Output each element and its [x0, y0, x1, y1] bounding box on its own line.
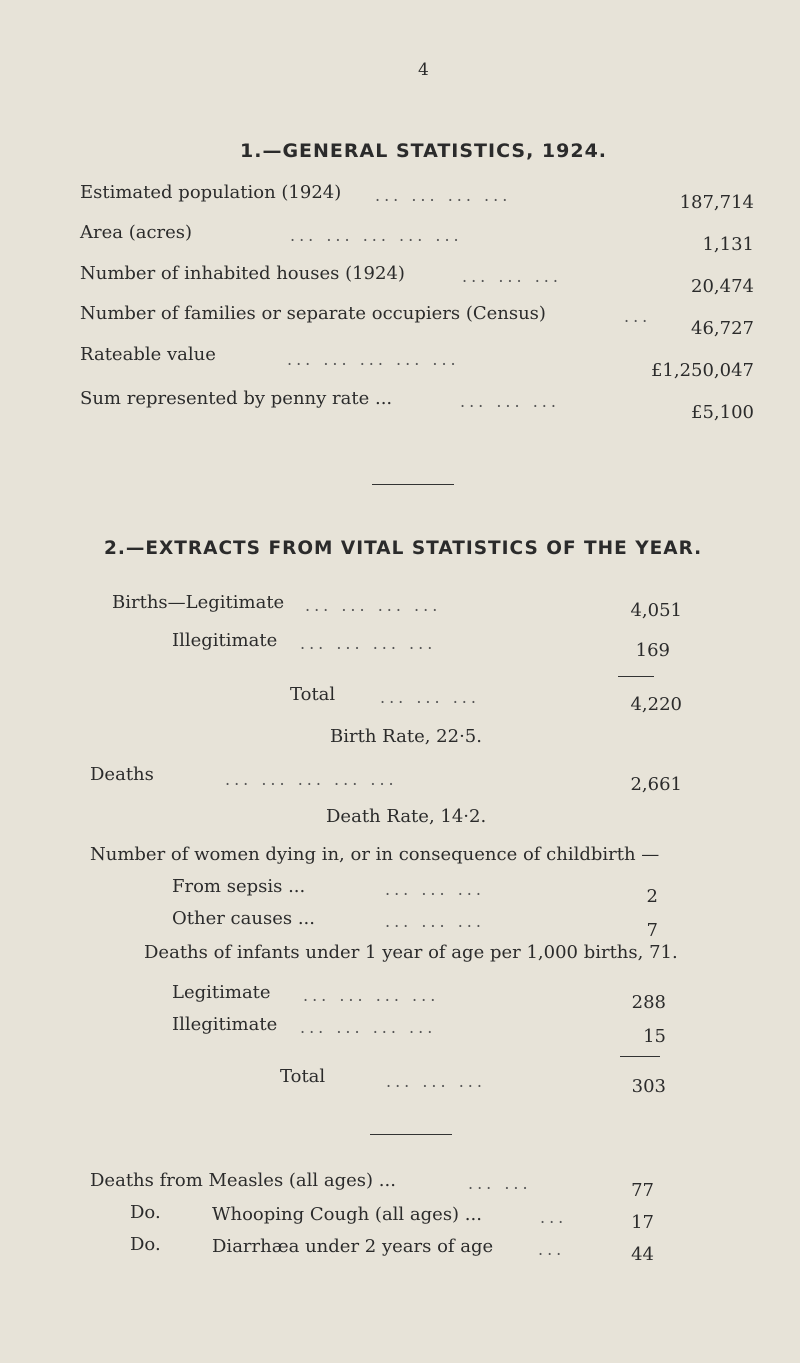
women-childbirth-label: Number of women dying in, or in consequence of childbirth —	[90, 844, 660, 865]
leader-dots: ... ... ... ...	[375, 186, 512, 205]
infants-total-label: Total	[280, 1066, 326, 1087]
diarrhoea-value: 44	[631, 1244, 654, 1265]
leader-dots: ... ...	[468, 1174, 532, 1193]
leader-dots: ... ... ... ...	[300, 1018, 437, 1037]
page-number: 4	[418, 60, 429, 80]
leader-dots: ... ... ...	[385, 912, 485, 931]
total-rule	[618, 676, 654, 677]
infants-illegitimate-label: Illegitimate	[172, 1014, 278, 1035]
ditto-mark: Do.	[130, 1202, 161, 1223]
deaths-label: Deaths	[90, 764, 154, 785]
stat-label: Sum represented by penny rate ...	[80, 388, 393, 409]
leader-dots: ... ... ... ... ...	[290, 226, 463, 245]
births-illegitimate-value: 169	[635, 640, 670, 661]
leader-dots: ... ... ... ...	[300, 634, 437, 653]
death-rate: Death Rate, 14·2.	[326, 806, 487, 827]
stat-label: Area (acres)	[80, 222, 193, 243]
leader-dots: ... ... ...	[385, 880, 485, 899]
total-label: Total	[290, 684, 336, 705]
illegitimate-label: Illegitimate	[172, 630, 278, 651]
stat-value: £5,100	[691, 402, 754, 423]
leader-dots: ... ... ...	[462, 267, 562, 286]
infants-total-value: 303	[631, 1076, 666, 1097]
stat-label: Estimated population (1924)	[80, 182, 342, 203]
whooping-cough-value: 17	[631, 1212, 654, 1233]
leader-dots: ... ... ...	[460, 392, 560, 411]
infants-legitimate-label: Legitimate	[172, 982, 271, 1003]
stat-value: 46,727	[691, 318, 754, 339]
section1-heading: 1.—GENERAL STATISTICS, 1924.	[240, 140, 608, 162]
leader-dots: ... ... ... ...	[305, 596, 442, 615]
infants-illegitimate-value: 15	[643, 1026, 666, 1047]
divider	[370, 1134, 452, 1135]
births-label: Births—Legitimate	[112, 592, 285, 613]
divider	[372, 484, 454, 485]
infants-label: Deaths of infants under 1 year of age per 1,000 births, 71.	[144, 942, 678, 963]
stat-value: 1,131	[702, 234, 754, 255]
leader-dots: ... ... ... ...	[303, 986, 440, 1005]
leader-dots: ...	[624, 307, 652, 326]
stat-label: Rateable value	[80, 344, 216, 365]
total-rule	[620, 1056, 660, 1057]
leader-dots: ...	[540, 1208, 568, 1227]
births-total-value: 4,220	[630, 694, 682, 715]
sepsis-label: From sepsis ...	[172, 876, 306, 897]
diarrhoea-label: Diarrhæa under 2 years of age	[212, 1236, 494, 1257]
measles-value: 77	[631, 1180, 654, 1201]
deaths-value: 2,661	[630, 774, 682, 795]
stat-value: 20,474	[691, 276, 754, 297]
stat-label: Number of inhabited houses (1924)	[80, 263, 405, 284]
leader-dots: ... ... ...	[380, 688, 480, 707]
births-legitimate-value: 4,051	[630, 600, 682, 621]
infants-legitimate-value: 288	[631, 992, 666, 1013]
section2-heading: 2.—EXTRACTS FROM VITAL STATISTICS OF THE YEAR.	[104, 538, 703, 559]
measles-label: Deaths from Measles (all ages) ...	[90, 1170, 396, 1191]
leader-dots: ... ... ...	[386, 1072, 486, 1091]
birth-rate: Birth Rate, 22·5.	[330, 726, 482, 747]
sepsis-value: 2	[646, 886, 658, 907]
whooping-cough-label: Whooping Cough (all ages) ...	[212, 1204, 482, 1225]
other-causes-value: 7	[646, 920, 658, 941]
leader-dots: ...	[538, 1240, 566, 1259]
leader-dots: ... ... ... ... ...	[287, 350, 460, 369]
stat-value: 187,714	[679, 192, 754, 213]
stat-value: £1,250,047	[650, 360, 754, 381]
stat-label: Number of families or separate occupiers (Census)	[80, 303, 546, 324]
leader-dots: ... ... ... ... ...	[225, 770, 398, 789]
other-causes-label: Other causes ...	[172, 908, 315, 929]
ditto-mark: Do.	[130, 1234, 161, 1255]
